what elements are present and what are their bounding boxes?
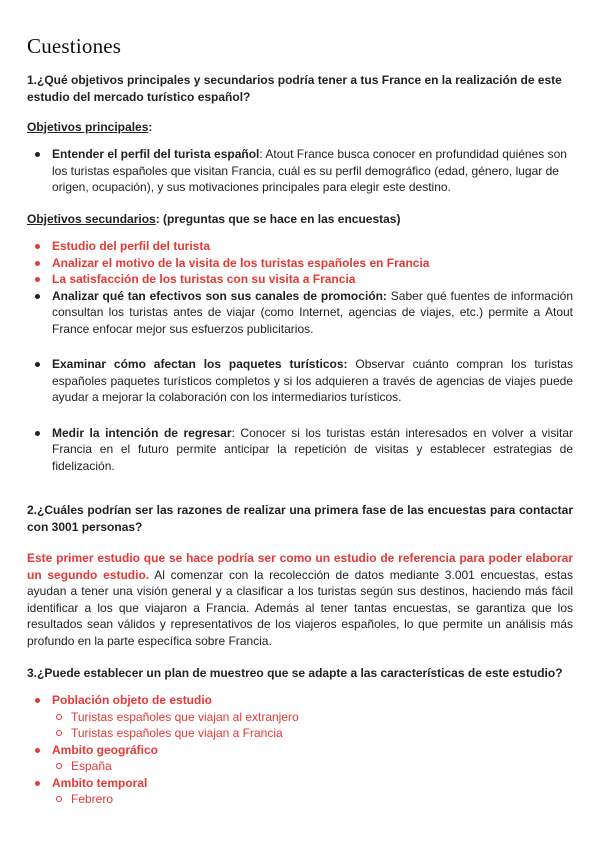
sampling-plan-list <box>27 692 573 808</box>
page-title: Cuestiones <box>27 34 122 58</box>
list-item <box>27 742 573 775</box>
secundarios-list <box>27 238 573 474</box>
item-text: Saber qué fuentes de información consultan los turistas antes de viajar (como Internet, agencias de viajes, etc.) permite a Atout France enfocar mejor sus esfuerzos publicitarios. <box>52 288 573 336</box>
item-label: Examinar cómo afectan los paquetes turísticos: <box>52 357 348 371</box>
section-label: Ambito temporal <box>52 775 148 790</box>
item-label: Medir la intención de regresar <box>52 425 232 440</box>
item-label: Analizar qué tan efectivos son sus canales de promoción: <box>52 288 387 303</box>
item-text: Observar cuánto compran los turistas españoles paquetes turísticos completos y si los adquieren a través de agencias de viajes puede ayudar a mejorar la colaboración con los intermediarios turísticos. <box>52 357 573 404</box>
secundarios-heading-note: : (preguntas que se hace en las encuestas) <box>155 212 401 226</box>
sub-item: Turistas españoles que viajan a Francia <box>52 725 573 742</box>
principal-item-text: : Atout France busca conocer en profundidad quiénes son los turistas españoles que visitan Francia, cuál es su perfil demográfico (edad, género, lugar de origen, ocupación), y sus motivaciones principales para elegir este destino. <box>52 147 567 194</box>
principal-item-label: Entender el perfil del turista español <box>52 147 260 161</box>
sub-list <box>52 709 573 742</box>
list-item <box>27 775 573 808</box>
principales-heading-text: Objetivos principales <box>27 120 149 134</box>
item-text: : Conocer si los turistas están interesados en volver a visitar Francia en el futuro permite anticipar la repetición de visitas y establecer estrategias de fidelización. <box>52 425 574 473</box>
list-item: La satisfacción de los turistas con su visita a Francia <box>27 271 573 288</box>
list-item <box>27 356 573 406</box>
principales-heading-colon: : <box>148 120 153 134</box>
answer-2 <box>27 550 573 649</box>
section-label: Ambito geográfico <box>52 742 159 757</box>
answer-2-text: Al comenzar con la recolección de datos mediante 3.001 encuestas, estas ayudan a tener una visión general y a clasificar a los turistas según sus destinos, haciendo más fácil identificar a los que viajaron a Francia. Además al tener tantas encuestas, se garantiza que los resultados sean válidos y representativos de los viajeros españoles, lo que permite un análisis más profundo en la parte específica sobre Francia. <box>27 567 574 648</box>
list-item <box>27 288 573 338</box>
sub-list <box>52 758 573 775</box>
section-label: Población objeto de estudio <box>52 693 213 707</box>
list-item: Analizar el motivo de la visita de los turistas españoles en Francia <box>27 255 573 272</box>
list-item <box>27 425 573 475</box>
sub-item: España <box>52 758 573 775</box>
question-2: 2.¿Cuáles podrían ser las razones de realizar una primera fase de las encuestas para contactar con 3001 personas? <box>27 503 573 534</box>
list-item <box>27 692 573 742</box>
answer-2-highlight: Este primer estudio que se hace podría ser como un estudio de referencia para poder elaborar un segundo estudio. <box>27 551 573 582</box>
principales-list <box>27 146 573 196</box>
question-3: 3.¿Puede establecer un plan de muestreo que se adapte a las características de este estudio? <box>27 666 563 680</box>
sub-item: Turistas españoles que viajan al extranjero <box>52 709 573 726</box>
sub-item: Febrero <box>52 791 573 808</box>
secundarios-heading-text: Objetivos secundarios <box>27 212 156 226</box>
objetivos-secundarios-heading <box>27 211 573 228</box>
list-item: Estudio del perfil del turista <box>27 238 573 255</box>
list-item <box>27 146 573 196</box>
objetivos-principales-heading <box>27 119 573 136</box>
sub-list <box>52 791 573 808</box>
question-1: 1.¿Qué objetivos principales y secundarios podría tener a tus France en la realización de este estudio del mercado turístico español? <box>27 73 562 104</box>
